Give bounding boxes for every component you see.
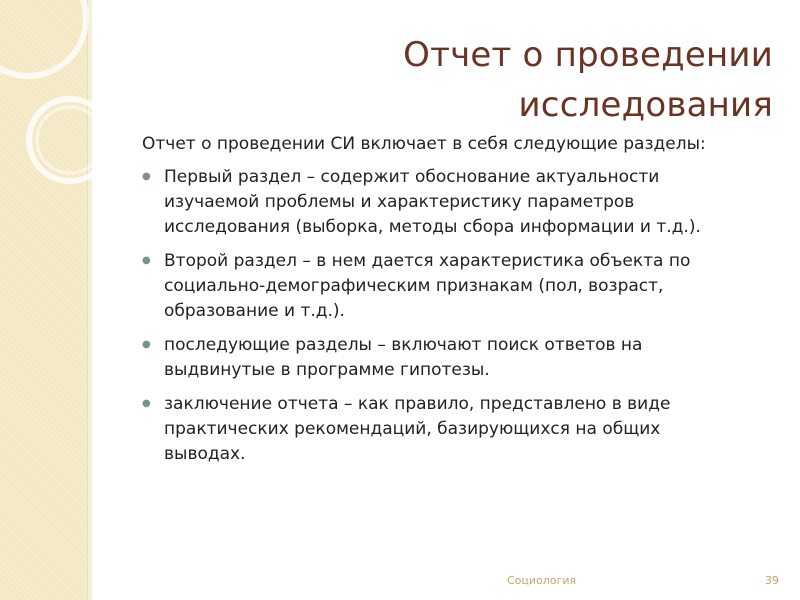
bullet-dot-icon: ● <box>142 398 151 409</box>
bullet-dot-icon: ● <box>142 171 151 182</box>
side-decor-panel <box>0 0 87 600</box>
bullet-text-4: заключение отчета – как правило, представлено в виде практических рекомендаций, базирующихся на общих выводах. <box>164 394 671 464</box>
bullet-item-3 <box>142 333 742 383</box>
bullet-text-1: Первый раздел – содержит обоснование актуальности изучаемой проблемы и характеристику параметров исследования (выборка, методы сбора информации и т.д.). <box>164 167 701 237</box>
bullet-dot-icon: ● <box>142 255 151 266</box>
footer-page-number: 39 <box>765 574 779 587</box>
bullet-item-4 <box>142 392 742 467</box>
bullet-list <box>142 165 742 476</box>
side-decor-edge <box>87 0 92 600</box>
bullet-item-2 <box>142 249 742 324</box>
slide-title <box>213 30 773 130</box>
bullet-item-1 <box>142 165 742 240</box>
bullet-text-2: Второй раздел – в нем дается характеристика объекта по социально-демографическим признакам (пол, возраст, образование и т.д.). <box>164 251 691 321</box>
intro-text: Отчет о проведении СИ включает в себя следующие разделы: <box>142 134 706 154</box>
bullet-text-3: последующие разделы – включают поиск ответов на выдвинутые в программе гипотезы. <box>164 335 643 380</box>
bullet-dot-icon: ● <box>142 339 151 350</box>
slide-title-line-1: Отчет о проведении <box>403 35 773 75</box>
slide-title-line-2: исследования <box>518 85 773 125</box>
footer-subject: Социология <box>507 574 577 587</box>
